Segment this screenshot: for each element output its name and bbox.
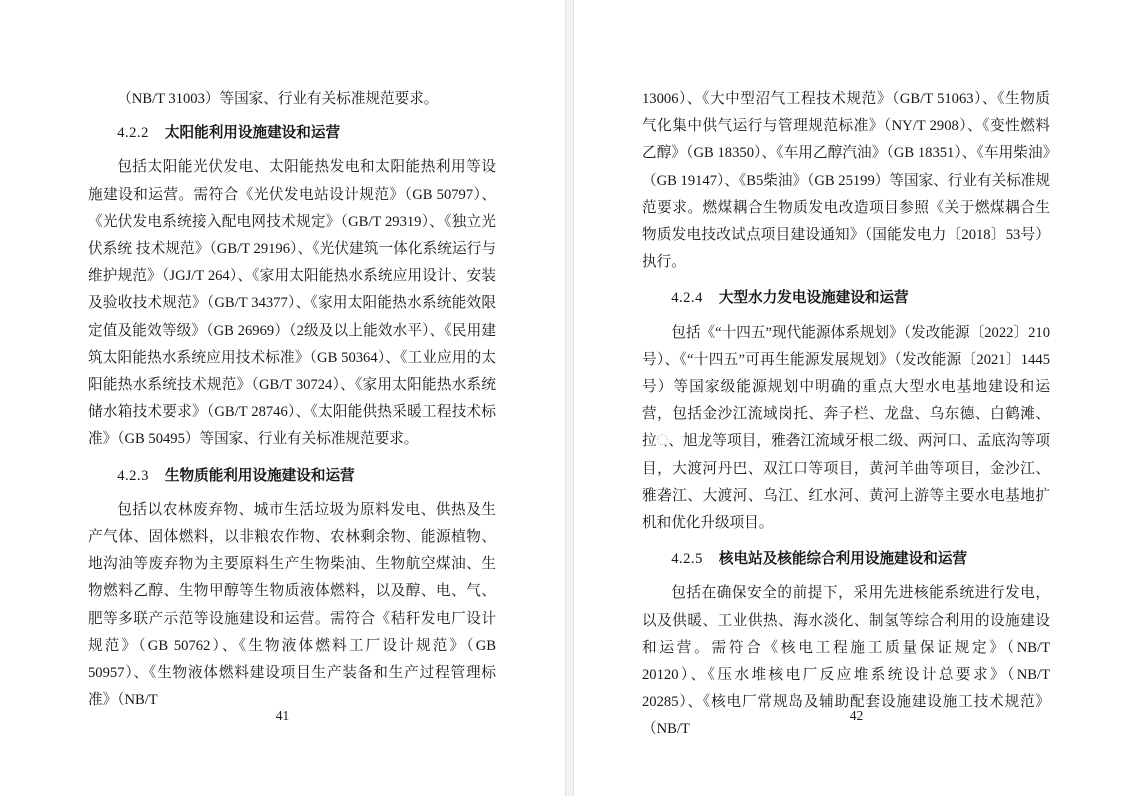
section-heading [88, 463, 496, 490]
page-number: 41 [275, 708, 290, 723]
section-heading [642, 546, 1050, 573]
section-number: 4.2.5 [671, 551, 703, 568]
section-number: 4.2.4 [671, 290, 703, 307]
section-heading [642, 285, 1050, 312]
section-number: 4.2.2 [117, 125, 149, 142]
paragraph: 包括太阳能光伏发电、太阳能热发电和太阳能热利用等设施建设和运营。需符合《光伏发电站设计规范》（GB 50797）、《光伏发电系统接入配电网技术规定》（GB/T 29319）、《独立光伏系统 技术规范》（GB/T 29196）、《光伏建筑一体化系统运行与维护规范》（JGJ/T 264）、《家用太阳能热水系统应用设计、安装及验收技术规范》（GB/T 34377）、《家用太阳能热水系统能效限定值及能效等级》（GB 26969）（2级及以上能效水平）、《民用建筑太阳能热水系统应用技术标准》（GB 50364）、《工业应用的太阳能热水系统技术规范》（GB/T 30724）、《家用太阳能热水系统储水箱技术要求》（GB/T 28746）、《太阳能供热采暖工程技术标准》（GB 50495）等国家、行业有关标准规范要求。 [88, 159, 496, 448]
paragraph: 包括《“十四五”现代能源体系规划》（发改能源〔2022〕210号）、《“十四五”可再生能源发展规划》（发改能源〔2021〕1445号）等国家级能源规划中明确的重点大型水电基地建设和运营，包括金沙江流域岗托、奔子栏、龙盘、乌东德、白鹤滩、拉઼、旭龙等项目，雅砻江流域牙根二级、两河口、孟底沟等项目，大渡河丹巴、双江口等项目，黄河羊曲等项目，金沙江、雅砻江、大渡河、乌江、红水河、黄河上游等主要水电基地扩机和优化升级项目。 [642, 324, 1050, 532]
paragraph: 包括以农林废弃物、城市生活垃圾为原料发电、供热及生产气体、固体燃料，以非粮农作物、农林剩余物、能源植物、地沟油等废弃物为主要原料生产生物柴油、生物航空煤油、生物燃料乙醇、生物甲醇等生物质液体燃料，以及醇、电、气、肥等多联产示范等设施建设和运营。需符合《秸秆发电厂设计规范》（GB 50762）、《生物液体燃料工厂设计规范》（GB 50957）、《生物液体燃料建设项目生产装备和生产过程管理标准》（NB/T [88, 501, 496, 709]
paragraph: 13006）、《大中型沼气工程技术规范》（GB/T 51063）、《生物质气化集中供气运行与管理规范标准》（NY/T 2908）、《变性燃料乙醇》（GB 18350）、《车用乙醇汽油》（GB 18351）、《车用柴油》（GB 19147）、《B5柴油》（GB 25199）等国家、行业有关标准规范要求。燃煤耦合生物质发电改造项目参照《关于燃煤耦合生物质发电技改试点项目建设通知》（国能发电力〔2018〕53号）执行。 [642, 91, 1050, 271]
paragraph: 包括在确保安全的前提下，采用先进核能系统进行发电，以及供暖、工业供热、海水淡化、制氢等综合利用的设施建设和运营。需符合《核电工程施工质量保证规定》（NB/T 20120）、《压水堆核电厂反应堆系统设计总要求》（NB/T 20285）、《核电厂常规岛及辅助配套设施建设施工技术规范》（NB/T [642, 585, 1050, 738]
page-number: 42 [849, 708, 864, 723]
section-heading [88, 120, 496, 147]
section-title: 核电站及核能综合利用设施建设和运营 [718, 551, 968, 568]
section-number: 4.2.3 [117, 467, 149, 484]
document-page-right [574, 0, 1139, 796]
page-right-text-column [642, 86, 1050, 744]
section-title: 大型水力发电设施建设和运营 [718, 290, 909, 307]
page-left-text-column [88, 86, 496, 714]
section-title: 生物质能利用设施建设和运营 [164, 467, 355, 484]
document-page-left [0, 0, 565, 796]
section-title: 太阳能利用设施建设和运营 [164, 125, 341, 142]
paragraph: （NB/T 31003）等国家、行业有关标准规范要求。 [117, 91, 439, 107]
